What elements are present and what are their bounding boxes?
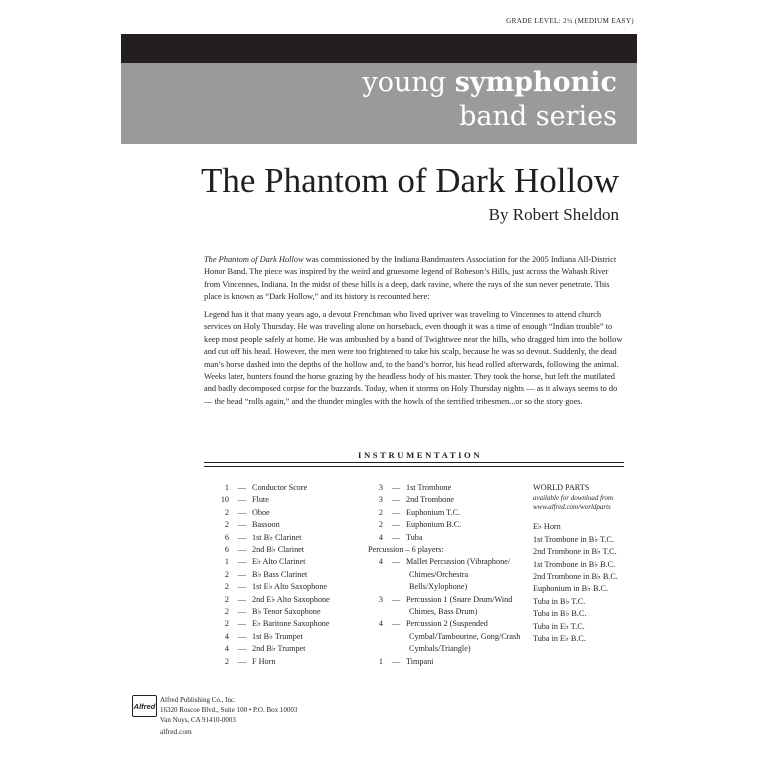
- world-parts: [533, 482, 643, 645]
- instrumentation-heading: INSTRUMENTATION: [358, 450, 483, 460]
- instrument-row: [214, 556, 354, 568]
- instrument-name: 1st B♭ Clarinet: [252, 532, 302, 542]
- instrument-qty: 2: [224, 607, 229, 617]
- instrument-dash: —: [391, 619, 401, 629]
- intro-paragraph: [204, 254, 624, 304]
- world-part-item: E♭ Horn: [533, 522, 561, 532]
- instrument-row: [214, 631, 354, 643]
- instrument-dash: —: [237, 607, 247, 617]
- instrument-dash: —: [237, 594, 247, 604]
- instrument-name-cont: Cymbals/Triangle): [409, 644, 471, 654]
- world-part-item: 1st Trombone in B♭ B.C.: [533, 559, 616, 569]
- instrument-row: [214, 643, 354, 655]
- instrument-dash: —: [237, 507, 247, 517]
- percussion-heading: Percussion – 6 players:: [368, 545, 444, 555]
- percussion-row: [368, 656, 528, 668]
- series-banner: [121, 63, 637, 144]
- instrument-name: Euphonium B.C.: [406, 520, 462, 530]
- instrument-name: 2nd B♭ Clarinet: [252, 545, 305, 555]
- world-part-item: Euphonium in B♭ B.C.: [533, 584, 609, 594]
- alfred-logo: [132, 695, 157, 717]
- instrument-row: [368, 519, 528, 531]
- publisher-city: Van Nuys, CA 91410-0003: [160, 716, 236, 724]
- instrument-name: Timpani: [406, 656, 434, 666]
- instrument-name: Conductor Score: [252, 483, 308, 492]
- instrument-qty: 3: [378, 594, 383, 604]
- percussion-row: [368, 594, 528, 606]
- instrument-row: [214, 569, 354, 581]
- instrument-name-cont: Cymbal/Tambourine, Gong/Crash: [409, 631, 521, 641]
- instrument-row: [214, 544, 354, 556]
- instrument-dash: —: [237, 656, 247, 666]
- instrument-row: [214, 494, 354, 506]
- instrument-qty: 4: [378, 532, 383, 542]
- instrument-row: [214, 519, 354, 531]
- instrument-qty: 2: [224, 507, 229, 517]
- instrument-name: Euphonium T.C.: [406, 507, 461, 517]
- instrument-dash: —: [391, 594, 401, 604]
- instrument-row: [368, 507, 528, 519]
- world-parts-note: available for download from: [533, 494, 614, 503]
- instrument-qty: 1: [224, 483, 229, 492]
- instrument-name: 1st B♭ Trumpet: [252, 631, 303, 641]
- instrument-row: [214, 618, 354, 630]
- series-title-line2: band series: [459, 101, 617, 132]
- intro-work-title: The Phantom of Dark Hollow: [204, 255, 304, 264]
- instrument-name-cont: Chimes/Orchestra Bells/Xylophone): [409, 569, 469, 592]
- divider-bottom: [204, 466, 624, 467]
- instrument-name: E♭ Baritone Saxophone: [252, 619, 330, 629]
- instrument-name: Bassoon: [252, 520, 280, 530]
- instrument-qty: 10: [220, 495, 229, 505]
- instrument-name: E♭ Alto Clarinet: [252, 557, 306, 567]
- instrument-row: [214, 594, 354, 606]
- instrument-dash: —: [237, 644, 247, 654]
- publisher-street: 16320 Roscoe Blvd., Suite 100 • P.O. Box 10003: [160, 706, 298, 714]
- instrument-dash: —: [237, 631, 247, 641]
- instrument-dash: —: [237, 582, 247, 592]
- instrument-name: 2nd Trombone: [406, 495, 454, 505]
- instrument-name: 2nd E♭ Alto Saxophone: [252, 594, 330, 604]
- instrument-name: 1st E♭ Alto Saxophone: [252, 582, 328, 592]
- instrument-dash: —: [237, 545, 247, 555]
- instrument-name: Percussion 2 (Suspended: [406, 619, 488, 629]
- header-black-band: [121, 34, 637, 63]
- instrument-qty: 4: [224, 631, 229, 641]
- instrument-qty: 2: [224, 656, 229, 666]
- instrument-row: [368, 494, 528, 506]
- instrument-dash: —: [391, 532, 401, 542]
- instrument-qty: 2: [378, 520, 383, 530]
- world-part-item: Tuba in B♭ T.C.: [533, 596, 586, 606]
- world-part-item: Tuba in E♭ T.C.: [533, 621, 585, 631]
- percussion-row: [368, 556, 528, 568]
- instrument-dash: —: [391, 483, 401, 492]
- instrument-qty: 2: [378, 507, 383, 517]
- world-parts-title: WORLD PARTS: [533, 483, 590, 492]
- instrument-list-col1: [214, 482, 354, 668]
- instrument-row: [214, 606, 354, 618]
- composer-byline: By Robert Sheldon: [488, 205, 619, 224]
- instrument-name: B♭ Tenor Saxophone: [252, 607, 321, 617]
- instrument-qty: 1: [224, 557, 229, 567]
- publisher-address: [160, 695, 297, 725]
- publisher-name: Alfred Publishing Co., Inc.: [160, 696, 236, 704]
- instrument-qty: 4: [224, 644, 229, 654]
- series-word-symphonic: symphonic: [454, 67, 617, 98]
- instrument-qty: 2: [224, 520, 229, 530]
- world-part-item: Tuba in E♭ B.C.: [533, 634, 586, 644]
- instrument-dash: —: [237, 520, 247, 530]
- instrument-row: [214, 532, 354, 544]
- instrument-qty: 4: [378, 557, 383, 567]
- instrument-name: Percussion 1 (Snare Drum/Wind: [406, 594, 513, 604]
- instrument-qty: 2: [224, 619, 229, 629]
- instrument-dash: —: [391, 495, 401, 505]
- intro-text: was commissioned by the Indiana Bandmasters Association for the 2005 Indiana All-District Honor Band. The piece was inspired by the weird and gruesome legend of Robeson’s Hills, just across the Wabash River from Vincennes, Indiana. In the midst of these hills is a deep, dark ravine, where the rays of the sun never penetrate. This place is known as “Dark Hollow,” and its history is recounted here:: [204, 255, 617, 302]
- world-parts-list: [533, 521, 643, 645]
- instrument-dash: —: [391, 557, 401, 567]
- instrument-qty: 3: [378, 483, 383, 492]
- instrument-row: [214, 507, 354, 519]
- instrument-dash: —: [237, 569, 247, 579]
- instrument-name: 1st Trombone: [406, 483, 452, 492]
- instrument-name: B♭ Bass Clarinet: [252, 569, 308, 579]
- instrument-name-cont: Chimes, Bass Drum): [409, 607, 478, 617]
- instrument-row: [368, 532, 528, 544]
- instrument-row: [214, 656, 354, 668]
- instrument-dash: —: [391, 656, 401, 666]
- series-title-line1: [363, 67, 617, 98]
- world-part-item: 2nd Trombone in B♭ B.C.: [533, 572, 618, 582]
- world-parts-url: www.alfred.com/worldparts: [533, 503, 611, 512]
- instrument-qty: 1: [378, 656, 383, 666]
- instrument-row: [368, 482, 528, 494]
- instrument-row: [214, 482, 354, 494]
- instrument-qty: 2: [224, 569, 229, 579]
- instrument-name: Tuba: [406, 532, 423, 542]
- instrument-qty: 6: [224, 532, 229, 542]
- instrument-dash: —: [391, 507, 401, 517]
- percussion-row: [368, 618, 528, 630]
- instrument-dash: —: [237, 619, 247, 629]
- instrument-qty: 2: [224, 582, 229, 592]
- instrument-dash: —: [237, 532, 247, 542]
- series-word-young: young: [362, 67, 447, 98]
- instrument-dash: —: [237, 483, 247, 492]
- page-title: The Phantom of Dark Hollow: [201, 161, 619, 200]
- publisher-website: alfred.com: [160, 727, 192, 736]
- grade-level: GRADE LEVEL: 2½ (MEDIUM EASY): [506, 17, 634, 25]
- world-part-item: Tuba in B♭ B.C.: [533, 609, 587, 619]
- divider-top: [204, 462, 624, 463]
- instrument-dash: —: [237, 495, 247, 505]
- instrument-name: F Horn: [252, 656, 276, 666]
- instrument-row: [214, 581, 354, 593]
- instrument-name: Mallet Percussion (Vibraphone/: [406, 557, 511, 567]
- instrument-qty: 3: [378, 495, 383, 505]
- instrument-dash: —: [391, 520, 401, 530]
- legend-paragraph: Legend has it that many years ago, a devout Frenchman who lived upriver was traveling to Vincennes to attend church services on Holy Thursday. He was traveling alone on horseback, even though it was a time of enough “Indian trouble” to keep most people safely at home. He was ambushed by a band of Twightwee near the hills, who dragged him into the hollow and cut off his head. However, the men were too frightened to take his scalp, because he was so devout. Suddenly, the dead man’s horse dashed into the depths of the hollow and, to the band’s horror, his head rolled afterwards, following the animal. Weeks later, hunters found the horse grazing by the headless body of his master. They took the horse, but left the mutilated and badly decomposed corpse for the buzzards. Today, when it storms on Holy Thursday nights — as it always seems to do — the head “rolls again,” and the thunder mingles with the howls of the terrified tribesmen...or so the story goes.: [204, 310, 623, 406]
- world-part-item: 2nd Trombone in B♭ T.C.: [533, 547, 617, 557]
- instrument-name: Flute: [252, 495, 269, 505]
- instrument-qty: 4: [378, 619, 383, 629]
- instrument-qty: 6: [224, 545, 229, 555]
- instrument-list-col2: [368, 482, 528, 668]
- instrument-dash: —: [237, 557, 247, 567]
- instrument-name: Oboe: [252, 507, 270, 517]
- instrument-name: 2nd B♭ Trumpet: [252, 644, 306, 654]
- alfred-logo-text: Alfred: [133, 701, 156, 711]
- instrument-qty: 2: [224, 594, 229, 604]
- world-part-item: 1st Trombone in B♭ T.C.: [533, 534, 614, 544]
